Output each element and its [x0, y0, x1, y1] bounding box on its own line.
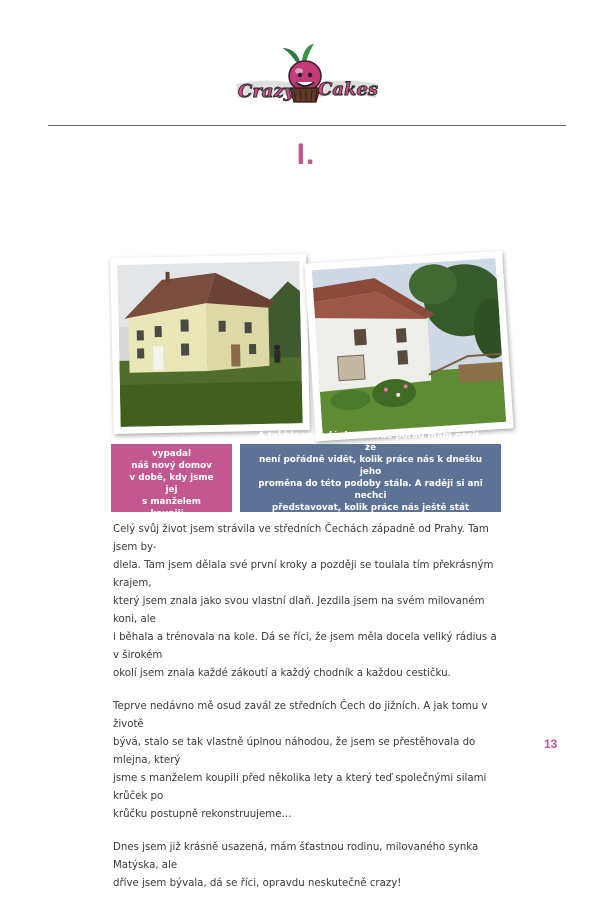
text-line: krůčku postupně rekonstruujeme… — [113, 809, 292, 820]
text-line: okolí jsem znala každé zákoutí a každý chodník a každou cestičku. — [113, 668, 451, 679]
text-line: dříve jsem bývala, dá se říci, opravdu neskutečně crazy! — [113, 878, 402, 889]
renovated-house-photo — [304, 251, 513, 442]
text-line: jsme s manželem koupili před několika lety a který teď společnými silami krůček po — [113, 773, 487, 802]
text-line: Celý svůj život jsem strávila ve středních Čechách západně od Prahy. Tam jsem by- — [113, 524, 489, 553]
caption-left-line: s manželem koupili… — [142, 497, 201, 519]
logo-text-crazy: Crazy — [238, 81, 295, 102]
old-house-photo — [110, 254, 310, 434]
caption-old-house — [111, 437, 232, 519]
caption-left-line: Tak takhle vypadal — [146, 437, 197, 459]
paragraph — [113, 521, 503, 683]
text-line: Teprve nedávno mě osud zavál ze středních Čech do jižních. A jak tomu v životě — [113, 701, 488, 730]
chapter-title: I. — [296, 138, 316, 171]
caption-renovated-house — [240, 431, 501, 525]
text-line: který jsem znala jako svou vlastní dlaň. Jezdila jsem na svém milovaném koni, ale — [113, 596, 485, 625]
logo-text-cakes: Cakes — [318, 79, 379, 100]
text-line: dlela. Tam jsem dělala své první kroky a později se toulala tím překrásným krajem, — [113, 560, 494, 589]
paragraph — [113, 839, 503, 893]
text-line: i běhala a trénovala na kole. Dá se říci, že jsem měla docela veliký rádius a v širokém — [113, 632, 497, 661]
caption-left-line: náš nový domov — [131, 461, 212, 471]
caption-right-line: A takhle vypadá dnes… Ale pořád mám pocit, že — [257, 431, 484, 453]
caption-right-line: není pořádně vidět, kolik práce nás k dnešku jeho — [258, 455, 483, 477]
body-text — [113, 521, 503, 908]
text-line: bývá, stalo se tak vlastně úplnou náhodou, že jsem se přestěhovala do mlejna, který — [113, 737, 476, 766]
text-line: Dnes jsem již krásně usazená, mám šťastnou rodinu, milovaného synka Matýska, ale — [113, 842, 479, 871]
paragraph — [113, 698, 503, 824]
page-number: 13 — [544, 737, 558, 751]
caption-left-line: v době, kdy jsme jej — [129, 473, 214, 495]
caption-right-line: představovat, kolik práce nás ještě stát bude… — [271, 503, 470, 525]
caption-right-line: proměna do této podoby stála. A raději si ani nechci — [258, 479, 483, 501]
crazy-cakes-logo — [232, 40, 382, 112]
header-rule — [48, 125, 566, 126]
